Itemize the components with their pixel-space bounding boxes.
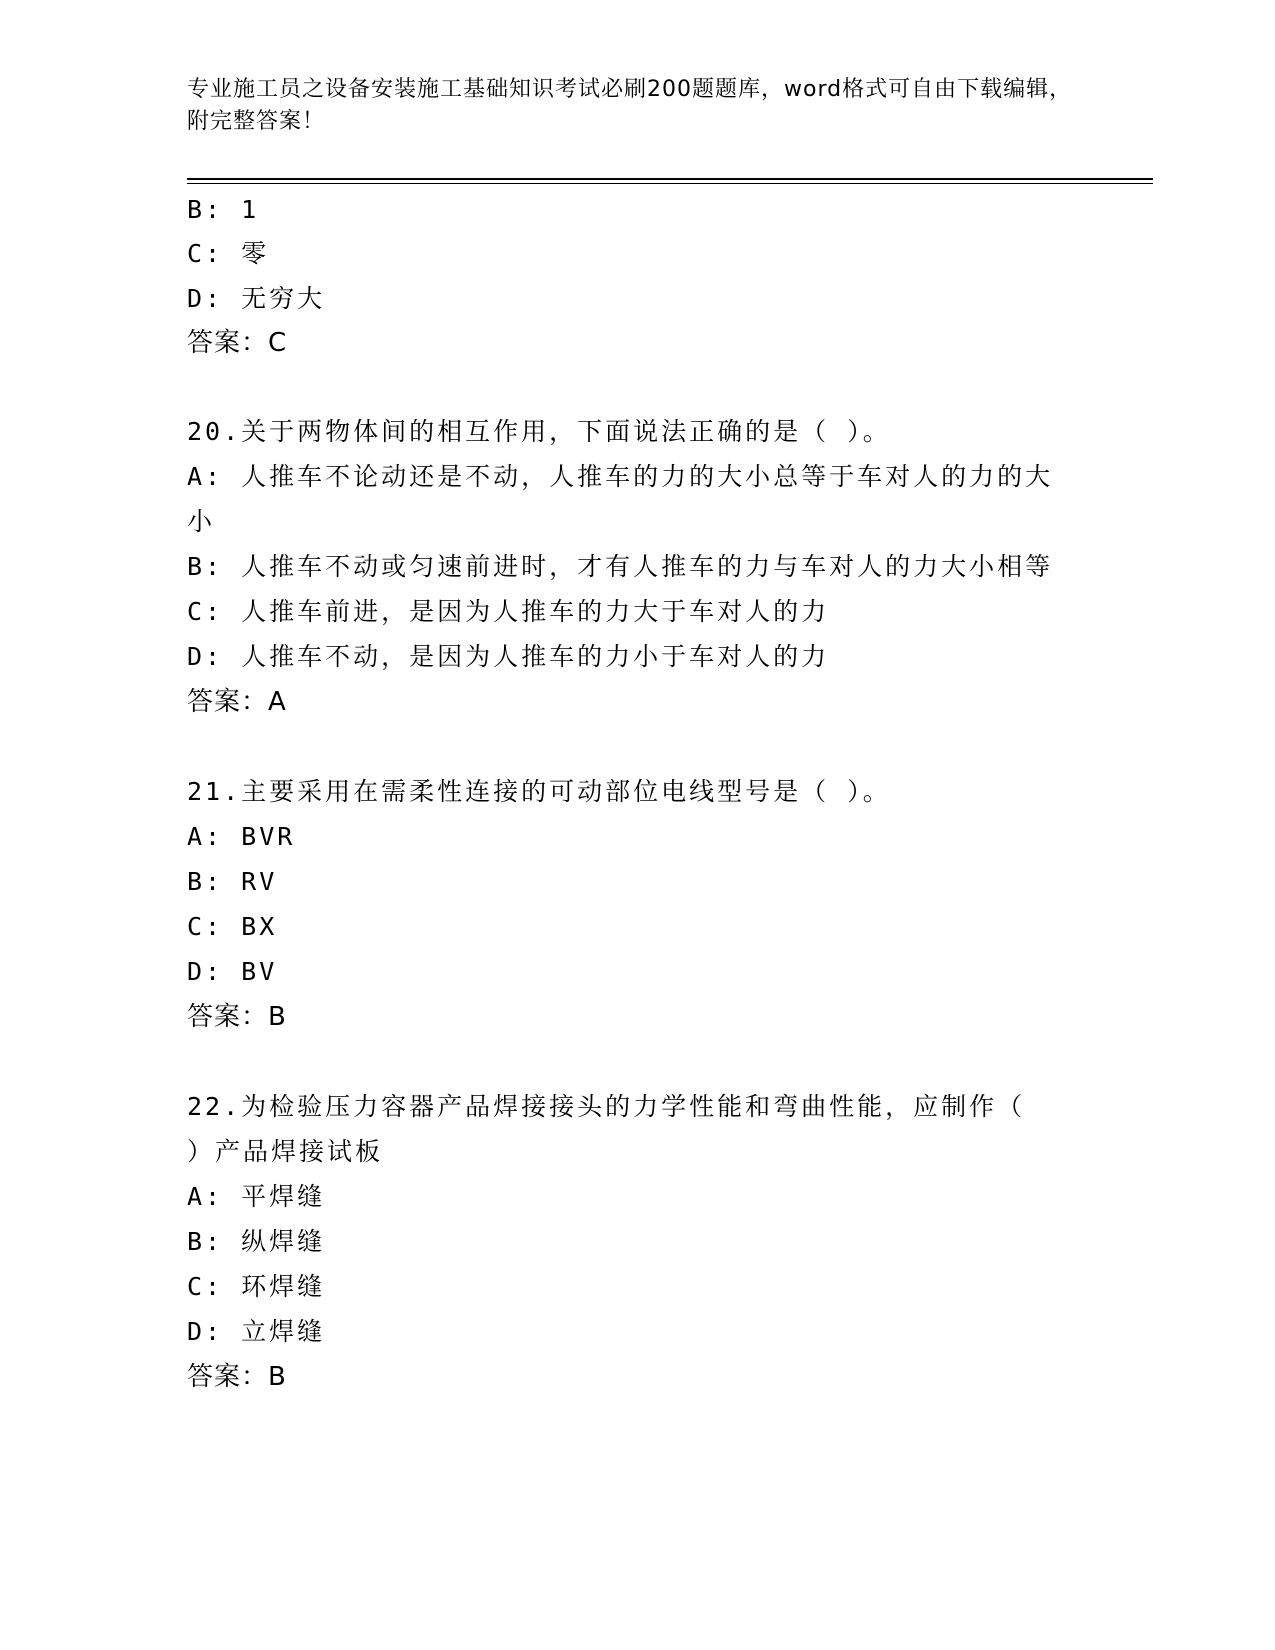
q21-option-a: A: BVR — [187, 822, 296, 851]
q22-stem-cont: ）产品焊接试板 — [187, 1137, 384, 1166]
q20-stem: 20.关于两物体间的相互作用，下面说法正确的是（ ）。 — [187, 417, 891, 446]
q21-answer: 答案：B — [187, 1002, 287, 1032]
q22-option-b: B: 纵焊缝 — [187, 1227, 326, 1256]
q21-option-b: B: RV — [187, 867, 278, 896]
header-divider-thin — [187, 183, 1153, 184]
q21-option-d: D: BV — [187, 957, 278, 986]
q20-option-c: C: 人推车前进，是因为人推车的力大于车对人的力 — [187, 597, 830, 626]
q22-stem: 22.为检验压力容器产品焊接接头的力学性能和弯曲性能，应制作（ — [187, 1092, 1026, 1121]
q22-option-a: A: 平焊缝 — [187, 1182, 326, 1211]
q19-answer: 答案：C — [187, 328, 288, 358]
q20-answer: 答案：A — [187, 687, 287, 717]
q21-stem: 21.主要采用在需柔性连接的可动部位电线型号是（ ）。 — [187, 777, 891, 806]
q20-option-b: B: 人推车不动或匀速前进时，才有人推车的力与车对人的力大小相等 — [187, 552, 1054, 581]
q21-option-c: C: BX — [187, 912, 278, 941]
document-header: 专业施工员之设备安装施工基础知识考试必刷200题题库，word格式可自由下载编辑，附完整答案！ — [187, 77, 1073, 134]
q20-option-d: D: 人推车不动，是因为人推车的力小于车对人的力 — [187, 642, 830, 671]
q19-option-c: C: 零 — [187, 239, 270, 268]
q22-option-c: C: 环焊缝 — [187, 1272, 326, 1301]
q20-option-a-cont: 小 — [187, 507, 216, 536]
q20-option-a: A: 人推车不论动还是不动，人推车的力的大小总等于车对人的力的大 — [187, 462, 1054, 491]
q19-option-b: B: 1 — [187, 195, 260, 224]
q22-option-d: D: 立焊缝 — [187, 1317, 326, 1346]
q22-answer: 答案：B — [187, 1362, 287, 1392]
header-divider — [187, 178, 1153, 180]
q19-option-d: D: 无穷大 — [187, 284, 326, 313]
